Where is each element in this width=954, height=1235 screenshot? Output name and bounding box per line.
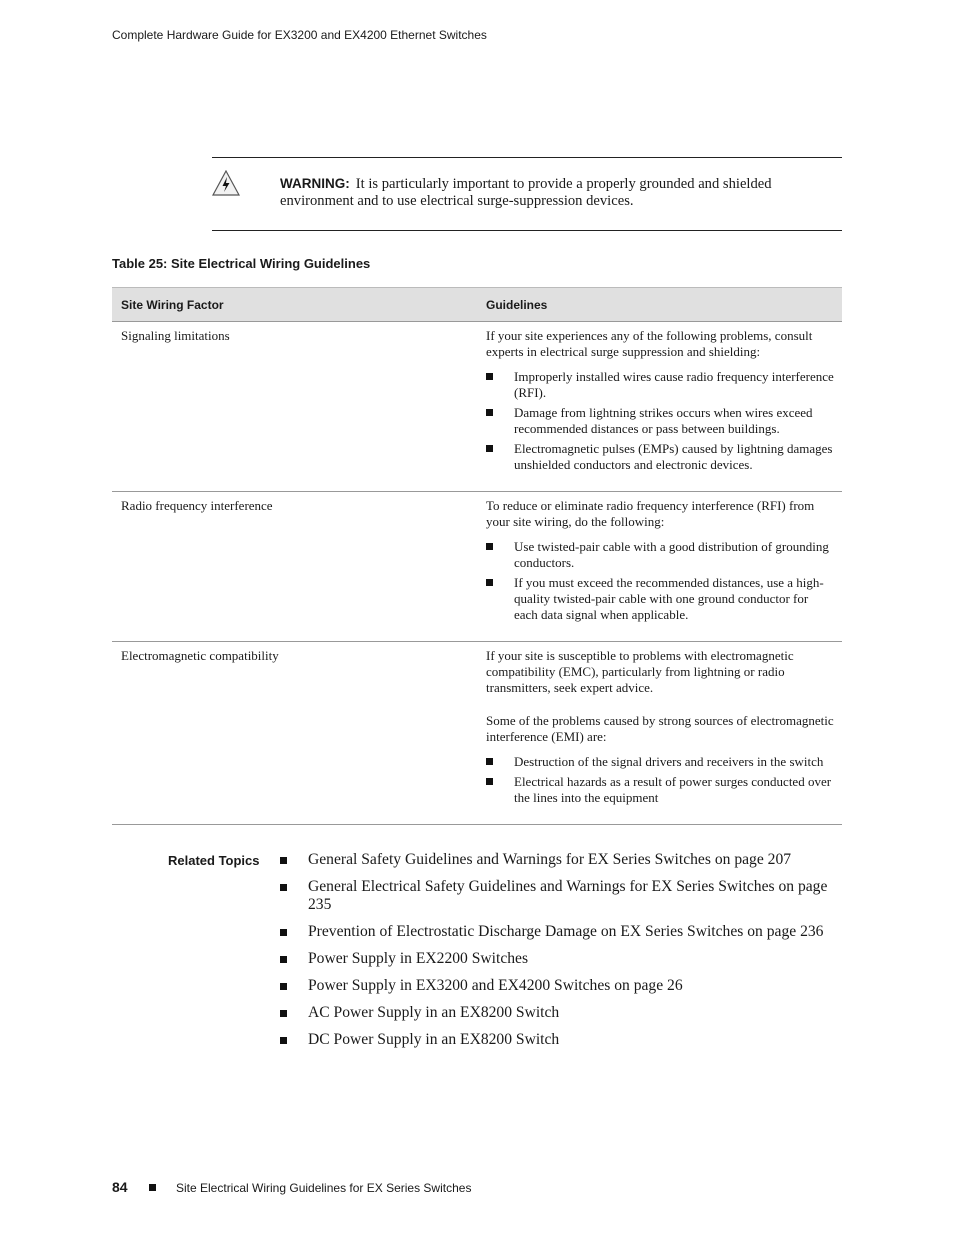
factor-cell: Electromagnetic compatibility: [112, 642, 477, 825]
bullet-icon: [280, 1010, 287, 1017]
related-topic-text[interactable]: DC Power Supply in an EX8200 Switch: [308, 1031, 560, 1048]
table-caption: Table 25: Site Electrical Wiring Guidelines: [112, 256, 371, 271]
guidelines-cell: [477, 642, 842, 825]
list-item-text: Improperly installed wires cause radio frequency interference (RFI).: [514, 369, 834, 400]
guideline-paragraph: To reduce or eliminate radio frequency interference (RFI) from your site wiring, do the following:: [486, 498, 815, 529]
related-topic-link[interactable]: [280, 1004, 850, 1022]
warning-label: WARNING:: [280, 176, 350, 191]
list-item: [486, 754, 834, 770]
guideline-bullets: [486, 754, 834, 806]
bullet-icon: [280, 884, 287, 891]
list-item-text: If you must exceed the recommended distances, use a high-quality twisted-pair cable with one ground conductor for each data signal when applicable.: [514, 575, 824, 622]
guideline-paragraph: Some of the problems caused by strong sources of electromagnetic interference (EMI) are:: [486, 713, 834, 744]
related-topic-link[interactable]: [280, 977, 850, 995]
bullet-icon: [486, 445, 493, 452]
guidelines-cell: [477, 322, 842, 492]
bullet-icon: [280, 857, 287, 864]
list-item: [486, 441, 834, 473]
list-item: [486, 539, 834, 571]
bullet-icon: [280, 929, 287, 936]
column-header-guidelines: Guidelines: [477, 288, 842, 322]
bullet-icon: [280, 1037, 287, 1044]
bullet-icon: [280, 956, 287, 963]
related-topic-link[interactable]: [280, 950, 850, 968]
related-topic-text[interactable]: Prevention of Electrostatic Discharge Damage on EX Series Switches on page 236: [308, 923, 824, 940]
bullet-icon: [486, 373, 493, 380]
list-item: [486, 575, 834, 623]
warning-callout: [212, 157, 842, 231]
table-row: [112, 492, 842, 642]
related-topic-link[interactable]: [280, 851, 850, 869]
related-topic-text[interactable]: General Safety Guidelines and Warnings for EX Series Switches on page 207: [308, 851, 792, 868]
related-topic-text[interactable]: AC Power Supply in an EX8200 Switch: [308, 1004, 560, 1021]
bullet-icon: [486, 758, 493, 765]
bullet-icon: [149, 1184, 156, 1191]
list-item-text: Destruction of the signal drivers and receivers in the switch: [514, 754, 824, 769]
related-topic-text[interactable]: Power Supply in EX2200 Switches: [308, 950, 529, 967]
guideline-bullets: [486, 369, 834, 473]
page-number: 84: [112, 1179, 128, 1195]
factor-cell: Radio frequency interference: [112, 492, 477, 642]
bullet-icon: [486, 543, 493, 550]
related-topic-link[interactable]: [280, 878, 850, 914]
guidelines-cell: [477, 492, 842, 642]
wiring-guidelines-table: [112, 287, 842, 825]
guideline-paragraph: If your site is susceptible to problems with electromagnetic compatibility (EMC), particularly from lightning or radio transmitters, seek expert advice.: [486, 648, 794, 695]
list-item: [486, 369, 834, 401]
related-topic-link[interactable]: [280, 923, 850, 941]
related-topic-text[interactable]: General Electrical Safety Guidelines and Warnings for EX Series Switches on page 235: [308, 878, 828, 913]
warning-text: [280, 175, 844, 210]
list-item-text: Damage from lightning strikes occurs when wires exceed recommended distances or pass between buildings.: [514, 405, 813, 436]
list-item: [486, 774, 834, 806]
bullet-icon: [486, 409, 493, 416]
related-topic-text[interactable]: Power Supply in EX3200 and EX4200 Switches on page 26: [308, 977, 683, 994]
list-item: [486, 405, 834, 437]
table-row: [112, 322, 842, 492]
electrical-hazard-icon: [212, 170, 240, 196]
guideline-bullets: [486, 539, 834, 623]
related-topics-list: [280, 851, 850, 1058]
running-header: Complete Hardware Guide for EX3200 and EX4200 Ethernet Switches: [112, 28, 487, 42]
table-row: [112, 642, 842, 825]
factor-cell: Signaling limitations: [112, 322, 477, 492]
bullet-icon: [486, 579, 493, 586]
bullet-icon: [280, 983, 287, 990]
table-header-row: [112, 288, 842, 322]
list-item-text: Electrical hazards as a result of power surges conducted over the lines into the equipment: [514, 774, 832, 805]
column-header-factor: Site Wiring Factor: [112, 288, 477, 322]
guideline-paragraph: If your site experiences any of the following problems, consult experts in electrical surge suppression and shielding:: [486, 328, 813, 359]
related-topic-link[interactable]: [280, 1031, 850, 1049]
list-item-text: Use twisted-pair cable with a good distribution of grounding conductors.: [514, 539, 829, 570]
related-topics-label: Related Topics: [168, 853, 260, 868]
bullet-icon: [486, 778, 493, 785]
list-item-text: Electromagnetic pulses (EMPs) caused by lightning damages unshielded conductors and electronic devices.: [514, 441, 833, 472]
footer-section-title: Site Electrical Wiring Guidelines for EX Series Switches: [176, 1181, 472, 1195]
warning-body: It is particularly important to provide a properly grounded and shielded environment and to use electrical surge-suppression devices.: [280, 176, 772, 209]
